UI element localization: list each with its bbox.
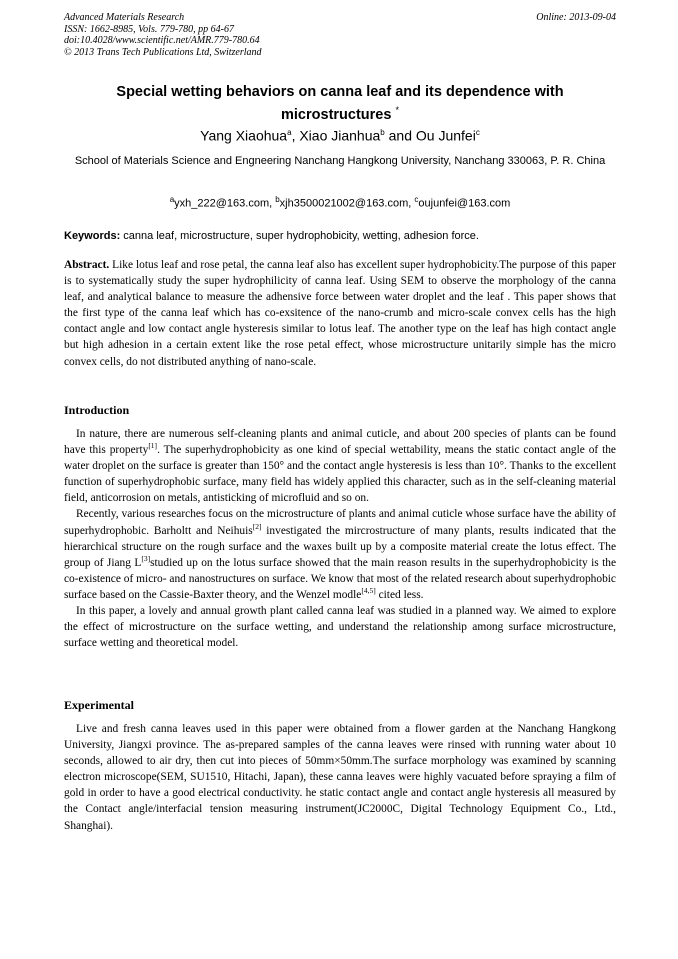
abstract-text: Like lotus leaf and rose petal, the canna leaf also has excellent super hydrophobicity.The purpose of this paper is to systematically study the super hydrophilicity of canna leaf. Using SEM to observe the morphology of the canna leaf, and analytical balance to measure the adhensive force between water droplet and the leaf . This paper shows that the first type of the canna leaf which has co-exsitence of the nano-crumb and micro-scale convex cells has the high contact angle and low contact angle hysteresis similar to lotus leaf. The another type on the leaf has high contact angle but high adhesion in a certain extent like the rose petal effect, whose microstructure unitarily simple has the micro convex cells, do not distributed anything of nano-scale.	[64, 259, 616, 368]
author-affil-mark: a	[287, 128, 292, 137]
copyright-line: © 2013 Trans Tech Publications Ltd, Switzerland	[64, 46, 262, 58]
email-mark: b	[275, 195, 280, 204]
abstract	[64, 257, 616, 370]
citation-link[interactable]: [3]	[141, 553, 151, 563]
journal-name: Advanced Materials Research	[64, 12, 185, 23]
paragraph: In this paper, a lovely and annual growth plant called canna leaf was studied in a planned way. We aimed to explore the effect of microstructure on the surface wetting, and understand the relationship among surface microstructure, surface wetting and theoretical model.	[64, 605, 616, 650]
introduction-section	[64, 426, 616, 651]
paragraph-text: cited less.	[375, 588, 424, 601]
paragraph-text: In nature, there are numerous self-cleaning plants and animal cuticle, and about 200 species of plants can be found have this property	[64, 428, 616, 457]
author-list	[64, 124, 616, 145]
author-emails	[64, 193, 616, 211]
author-affil-mark: b	[380, 128, 385, 137]
paper-title	[64, 83, 616, 124]
author-separator: ,	[291, 127, 300, 144]
citation-link[interactable]: [2]	[252, 521, 262, 531]
email-mark: c	[414, 195, 419, 204]
paragraph-text: studied up on the lotus surface showed that the main reason results in the superhydrophobicity is the co-existence of micro- and nanostructures on surface. We know that most of the related research about superhydrophobic surface based on the Cassie-Baxter theory, and the Wenzel modle	[64, 556, 616, 601]
author-separator: and	[384, 127, 416, 144]
author-affil-mark: c	[475, 128, 480, 137]
paragraph-text: investigated the mircrostructure of many plants, results indicated that the hierarchical structure on the rough surface and the waxes built up by a composite material create the lotus effect. The group of Jiang L	[64, 524, 616, 569]
affiliation: School of Materials Science and Engneering Nanchang Hangkong University, Nanchang 330063, P. R. China	[74, 155, 606, 167]
citation-link[interactable]: [4,5]	[361, 586, 376, 596]
paragraph-text: . The superhydrophobicity as one kind of special wettability, means the static contact angle of the water droplet on the surface is greater than 150° and the contact angle hysteresis is less than 10°. Thanks to the excellent function of superhydrophobic surface, many field has widely applied this character, such as in the self-cleaning material field, anticorrosion on metals, antisticking of microfluid and so on.	[64, 444, 616, 505]
abstract-label: Abstract.	[64, 259, 110, 271]
keywords	[64, 229, 616, 243]
author-name: Xiao Jianhua	[299, 127, 381, 144]
paragraph	[64, 426, 616, 506]
issn-line: ISSN: 1662-8985, Vols. 779-780, pp 64-67	[64, 23, 234, 35]
email-link[interactable]: xjh3500021002@163.com,	[279, 197, 415, 210]
paper-title-text: Special wetting behaviors on canna leaf and its dependence with microstructures	[116, 84, 564, 123]
journal-header	[64, 12, 616, 58]
email-link[interactable]: yxh_222@163.com,	[174, 197, 276, 210]
email-mark: a	[169, 195, 175, 204]
experimental-section	[64, 721, 616, 834]
online-date: Online: 2013-09-04	[536, 12, 616, 23]
citation-link[interactable]: [1]	[148, 441, 158, 451]
doi-line[interactable]: doi:10.4028/www.scientific.net/AMR.779-780.64	[64, 35, 260, 46]
author-name: Ou Junfei	[415, 127, 476, 144]
section-heading-introduction: Introduction	[64, 403, 130, 417]
author-name: Yang Xiaohua	[200, 127, 288, 144]
section-heading-experimental: Experimental	[64, 698, 134, 712]
email-link[interactable]: oujunfei@163.com	[418, 197, 511, 210]
title-footnote-mark[interactable]: *	[395, 105, 399, 115]
paragraph-text: Recently, various researches focus on the microstructure of plants and animal cuticle whose surface have the ability of superhydrophobic. Barholtt and Neihuis	[64, 508, 616, 537]
keywords-text: canna leaf, microstructure, super hydrophobicity, wetting, adhesion force.	[120, 230, 479, 242]
paragraph: Live and fresh canna leaves used in this paper were obtained from a flower garden at the Nanchang Hangkong University, Jiangxi province. The as-prepared samples of the canna leaves were rinsed with running water about 10 seconds, allowed to air dry, then cut into pieces of 50mm×50mm.The surface morphology was examined by scanning electron microscope(SEM, SU1510, Hitachi, Japan), these canna leaves were highly vacuated before spraying a film of gold in order to have a good electrical conductivity. he static contact angle and contact angle hysteresis all measured by the Contact angle/interfacial tension measuring instrument(JC2000C, Digital Technology Equipment Co., Ltd., Shanghai).	[64, 723, 616, 832]
paragraph	[64, 506, 616, 603]
keywords-label: Keywords:	[64, 230, 121, 242]
